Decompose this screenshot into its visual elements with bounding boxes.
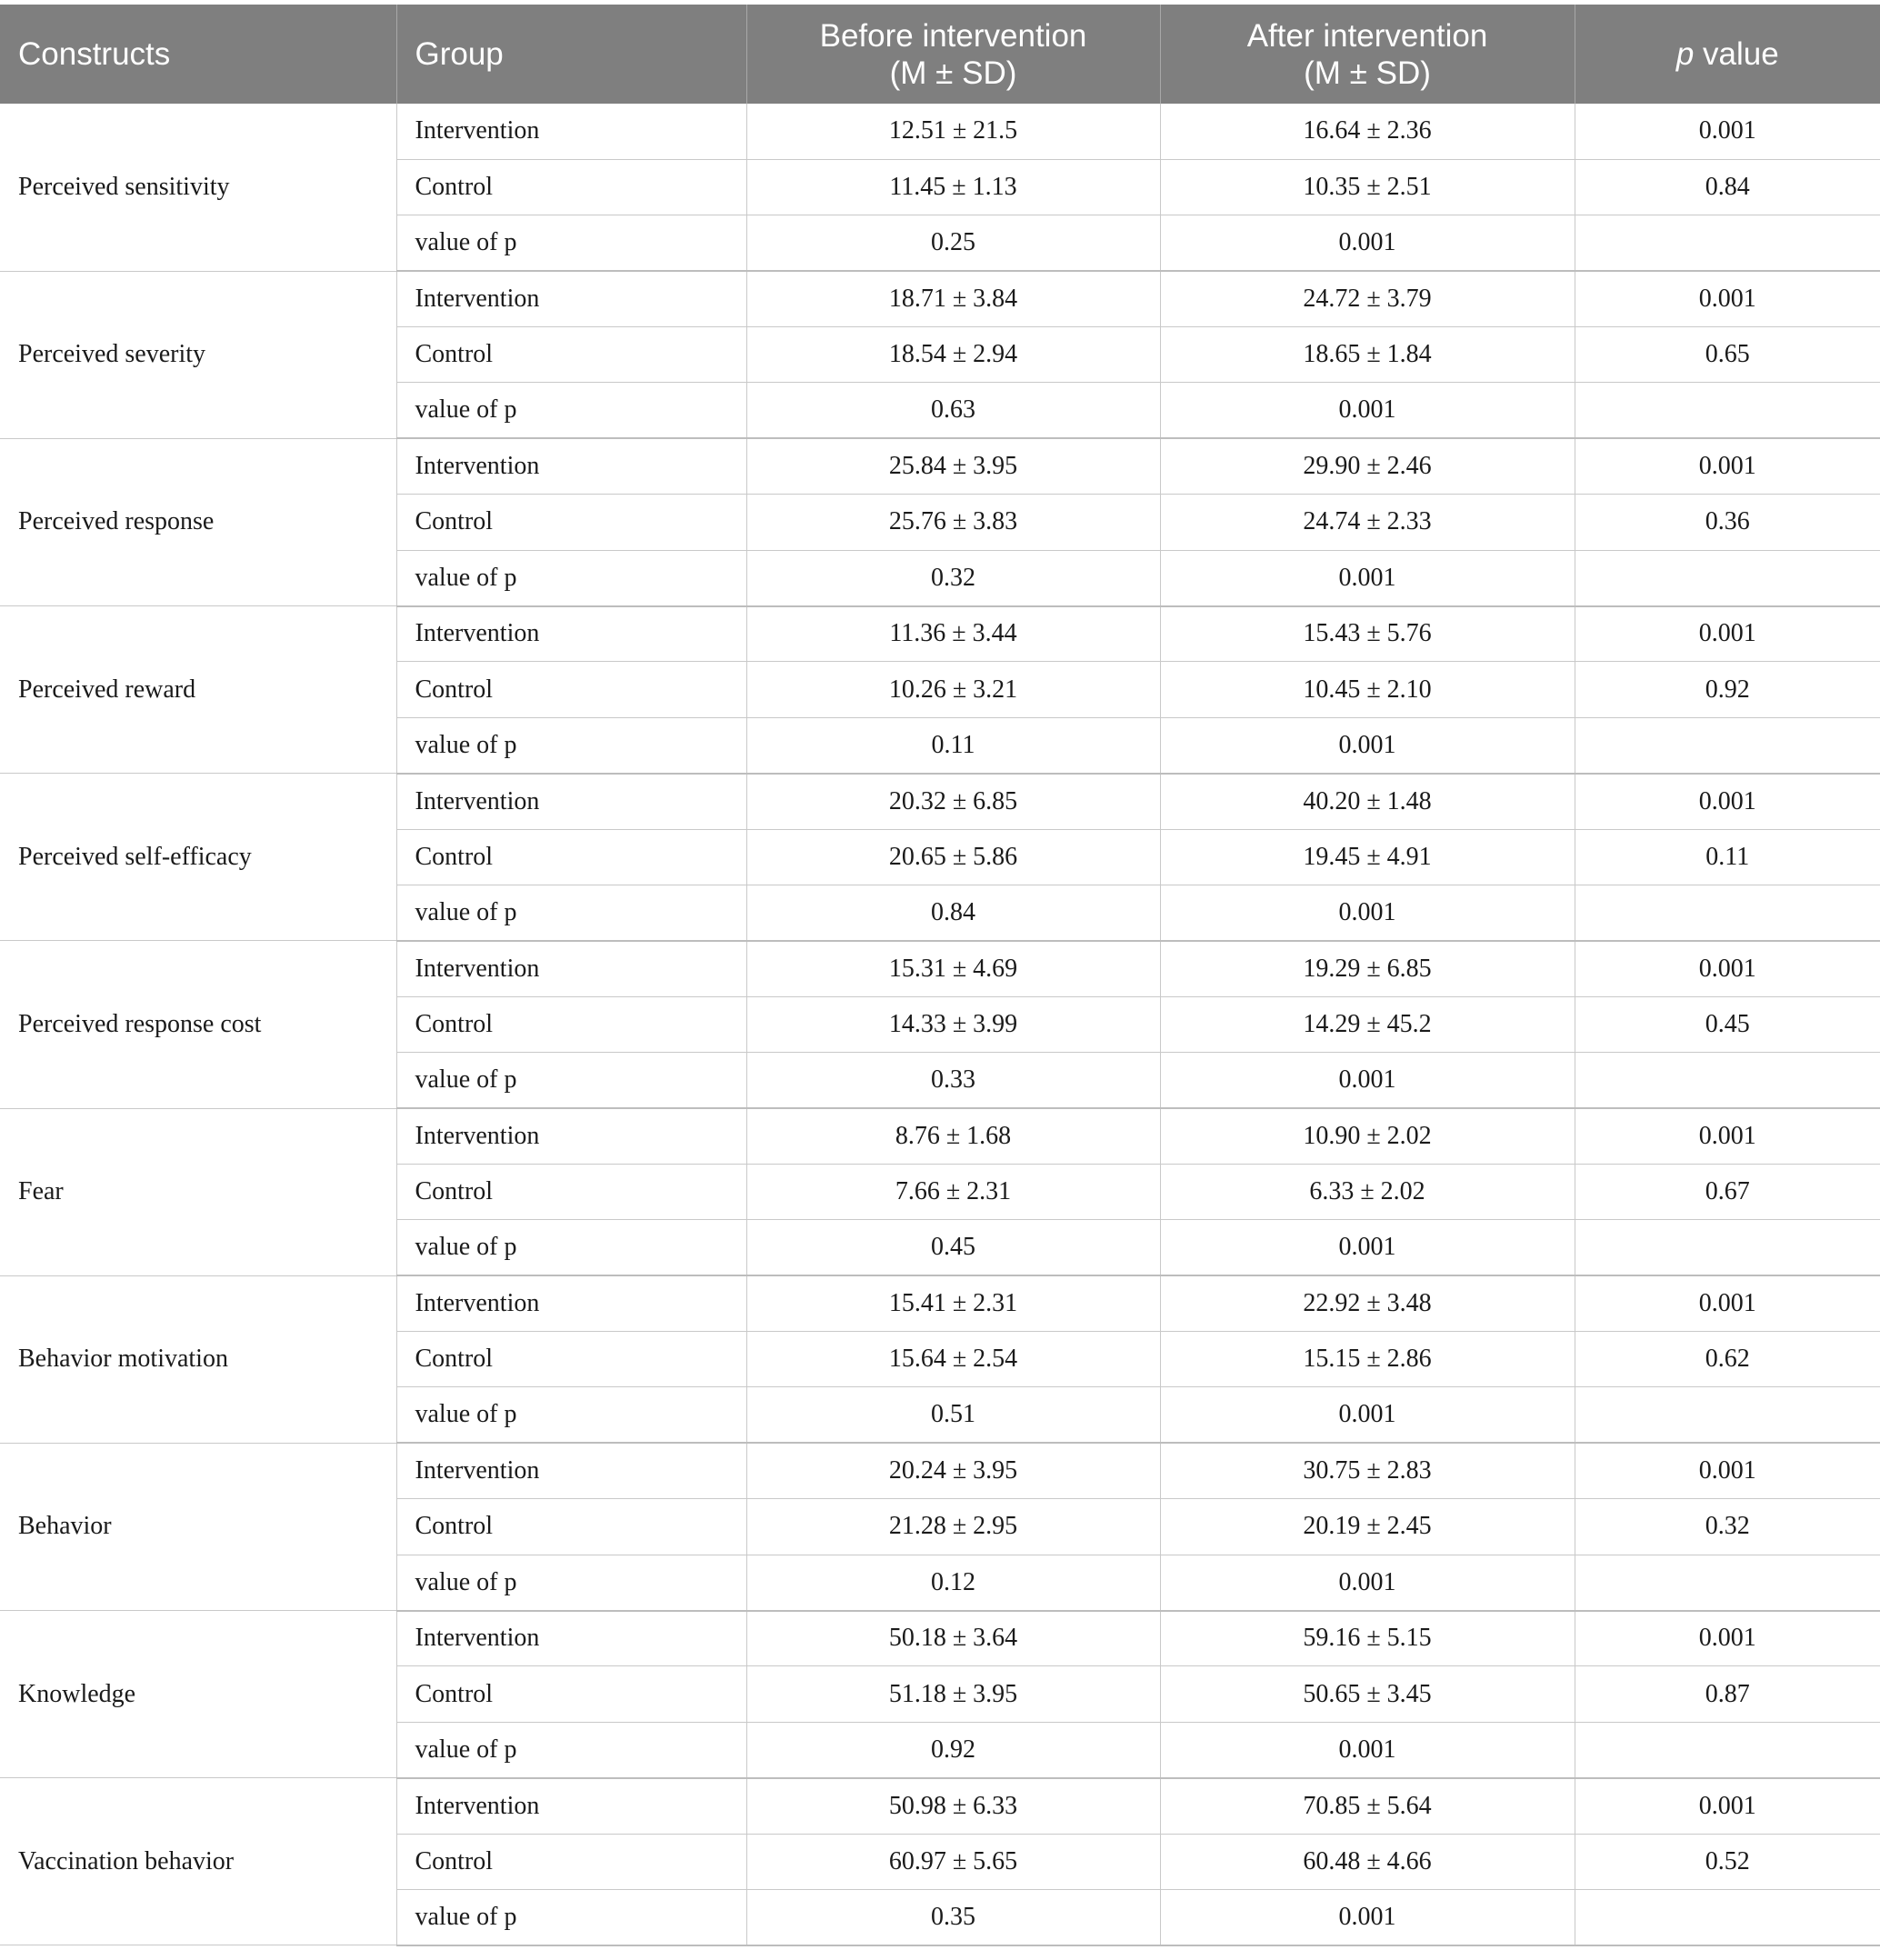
after-cell: 0.001 [1160, 1220, 1575, 1275]
before-cell: 15.64 ± 2.54 [746, 1332, 1160, 1387]
before-cell: 0.35 [746, 1890, 1160, 1945]
group-cell: Control [396, 1499, 746, 1555]
after-cell: 0.001 [1160, 215, 1575, 271]
after-cell: 29.90 ± 2.46 [1160, 438, 1575, 494]
table-row [0, 1611, 1880, 1666]
after-cell: 0.001 [1160, 1053, 1575, 1108]
group-cell: Control [396, 829, 746, 885]
group-cell: Control [396, 327, 746, 383]
before-cell: 11.36 ± 3.44 [746, 606, 1160, 662]
group-cell: value of p [396, 717, 746, 773]
p-value-cell: 0.001 [1575, 1275, 1880, 1331]
after-cell: 0.001 [1160, 383, 1575, 438]
p-value-cell [1575, 1220, 1880, 1275]
after-cell: 60.48 ± 4.66 [1160, 1834, 1575, 1889]
group-cell: value of p [396, 215, 746, 271]
before-cell: 25.76 ± 3.83 [746, 495, 1160, 550]
group-cell: value of p [396, 885, 746, 940]
before-cell: 0.32 [746, 550, 1160, 605]
group-cell: Control [396, 495, 746, 550]
after-cell: 19.45 ± 4.91 [1160, 829, 1575, 885]
before-cell: 20.32 ± 6.85 [746, 774, 1160, 829]
after-cell: 59.16 ± 5.15 [1160, 1611, 1575, 1666]
after-cell: 20.19 ± 2.45 [1160, 1499, 1575, 1555]
group-cell: Control [396, 1332, 746, 1387]
p-value-cell: 0.62 [1575, 1332, 1880, 1387]
table-row [0, 1275, 1880, 1331]
before-cell: 15.31 ± 4.69 [746, 941, 1160, 996]
p-value-cell [1575, 1722, 1880, 1777]
group-cell: Control [396, 996, 746, 1052]
after-cell: 0.001 [1160, 1387, 1575, 1443]
construct-cell: Perceived self-efficacy [0, 774, 396, 941]
p-value-cell [1575, 215, 1880, 271]
group-cell: Intervention [396, 438, 746, 494]
construct-cell: Perceived reward [0, 606, 396, 774]
before-cell: 8.76 ± 1.68 [746, 1108, 1160, 1164]
construct-cell: Perceived sensitivity [0, 104, 396, 271]
group-cell: Intervention [396, 1611, 746, 1666]
table-row [0, 104, 1880, 159]
table-row [0, 1443, 1880, 1498]
after-cell: 0.001 [1160, 1722, 1575, 1777]
construct-cell: Perceived severity [0, 271, 396, 438]
before-cell: 0.33 [746, 1053, 1160, 1108]
header-after-line1: After intervention [1246, 17, 1488, 54]
p-value-cell: 0.67 [1575, 1164, 1880, 1219]
table-body [0, 104, 1880, 1945]
before-cell: 51.18 ± 3.95 [746, 1666, 1160, 1722]
results-table [0, 5, 1880, 1946]
table-row [0, 1778, 1880, 1834]
p-value-cell: 0.87 [1575, 1666, 1880, 1722]
p-value-cell: 0.001 [1575, 438, 1880, 494]
header-group: Group [396, 5, 746, 104]
header-before-line2: (M ± SD) [889, 55, 1017, 91]
before-cell: 18.54 ± 2.94 [746, 327, 1160, 383]
after-cell: 18.65 ± 1.84 [1160, 327, 1575, 383]
p-value-cell: 0.52 [1575, 1834, 1880, 1889]
group-cell: value of p [396, 1053, 746, 1108]
construct-cell: Behavior [0, 1443, 396, 1610]
table-header [0, 5, 1880, 104]
p-value-cell [1575, 1053, 1880, 1108]
p-value-cell [1575, 1555, 1880, 1610]
after-cell: 30.75 ± 2.83 [1160, 1443, 1575, 1498]
group-cell: Control [396, 1834, 746, 1889]
before-cell: 14.33 ± 3.99 [746, 996, 1160, 1052]
group-cell: value of p [396, 1890, 746, 1945]
table-row [0, 1108, 1880, 1164]
p-value-cell: 0.001 [1575, 1108, 1880, 1164]
p-value-cell: 0.001 [1575, 271, 1880, 326]
before-cell: 0.45 [746, 1220, 1160, 1275]
p-value-cell [1575, 1890, 1880, 1945]
group-cell: value of p [396, 383, 746, 438]
p-value-cell [1575, 550, 1880, 605]
group-cell: Intervention [396, 1275, 746, 1331]
before-cell: 7.66 ± 2.31 [746, 1164, 1160, 1219]
after-cell: 19.29 ± 6.85 [1160, 941, 1575, 996]
group-cell: Control [396, 1666, 746, 1722]
p-value-cell: 0.45 [1575, 996, 1880, 1052]
before-cell: 10.26 ± 3.21 [746, 662, 1160, 717]
before-cell: 25.84 ± 3.95 [746, 438, 1160, 494]
construct-cell: Vaccination behavior [0, 1778, 396, 1945]
p-value-cell [1575, 717, 1880, 773]
after-cell: 0.001 [1160, 885, 1575, 940]
after-cell: 15.15 ± 2.86 [1160, 1332, 1575, 1387]
before-cell: 20.24 ± 3.95 [746, 1443, 1160, 1498]
table-row [0, 774, 1880, 829]
header-after-line2: (M ± SD) [1304, 55, 1431, 91]
group-cell: Intervention [396, 774, 746, 829]
before-cell: 60.97 ± 5.65 [746, 1834, 1160, 1889]
after-cell: 16.64 ± 2.36 [1160, 104, 1575, 159]
after-cell: 6.33 ± 2.02 [1160, 1164, 1575, 1219]
header-p-rest: value [1694, 36, 1779, 72]
after-cell: 50.65 ± 3.45 [1160, 1666, 1575, 1722]
before-cell: 20.65 ± 5.86 [746, 829, 1160, 885]
after-cell: 15.43 ± 5.76 [1160, 606, 1575, 662]
group-cell: Control [396, 662, 746, 717]
table-row [0, 941, 1880, 996]
after-cell: 24.74 ± 2.33 [1160, 495, 1575, 550]
construct-cell: Behavior motivation [0, 1275, 396, 1443]
before-cell: 50.18 ± 3.64 [746, 1611, 1160, 1666]
p-value-cell: 0.001 [1575, 941, 1880, 996]
header-row [0, 5, 1880, 104]
before-cell: 50.98 ± 6.33 [746, 1778, 1160, 1834]
group-cell: Intervention [396, 1443, 746, 1498]
group-cell: value of p [396, 1555, 746, 1610]
p-value-cell [1575, 383, 1880, 438]
p-value-cell [1575, 885, 1880, 940]
before-cell: 11.45 ± 1.13 [746, 159, 1160, 215]
after-cell: 40.20 ± 1.48 [1160, 774, 1575, 829]
p-value-cell: 0.001 [1575, 774, 1880, 829]
p-value-cell: 0.92 [1575, 662, 1880, 717]
p-value-cell: 0.001 [1575, 1443, 1880, 1498]
before-cell: 18.71 ± 3.84 [746, 271, 1160, 326]
p-value-cell: 0.65 [1575, 327, 1880, 383]
before-cell: 0.51 [746, 1387, 1160, 1443]
after-cell: 70.85 ± 5.64 [1160, 1778, 1575, 1834]
after-cell: 0.001 [1160, 550, 1575, 605]
group-cell: value of p [396, 1722, 746, 1777]
after-cell: 10.45 ± 2.10 [1160, 662, 1575, 717]
group-cell: Intervention [396, 271, 746, 326]
before-cell: 0.12 [746, 1555, 1160, 1610]
group-cell: Intervention [396, 104, 746, 159]
p-value-cell: 0.32 [1575, 1499, 1880, 1555]
before-cell: 0.84 [746, 885, 1160, 940]
after-cell: 24.72 ± 3.79 [1160, 271, 1575, 326]
header-after-intervention [1160, 5, 1575, 104]
table-row [0, 438, 1880, 494]
before-cell: 0.63 [746, 383, 1160, 438]
header-p-value [1575, 5, 1880, 104]
construct-cell: Perceived response [0, 438, 396, 605]
after-cell: 22.92 ± 3.48 [1160, 1275, 1575, 1331]
before-cell: 0.92 [746, 1722, 1160, 1777]
before-cell: 15.41 ± 2.31 [746, 1275, 1160, 1331]
before-cell: 21.28 ± 2.95 [746, 1499, 1160, 1555]
group-cell: value of p [396, 1387, 746, 1443]
p-value-cell: 0.11 [1575, 829, 1880, 885]
table-row [0, 271, 1880, 326]
group-cell: value of p [396, 550, 746, 605]
group-cell: Control [396, 159, 746, 215]
header-before-intervention [746, 5, 1160, 104]
after-cell: 0.001 [1160, 717, 1575, 773]
p-value-cell: 0.001 [1575, 1778, 1880, 1834]
p-value-cell: 0.001 [1575, 606, 1880, 662]
p-value-cell: 0.001 [1575, 104, 1880, 159]
construct-cell: Fear [0, 1108, 396, 1275]
p-value-cell: 0.84 [1575, 159, 1880, 215]
group-cell: Intervention [396, 606, 746, 662]
header-before-line1: Before intervention [819, 17, 1087, 54]
group-cell: Intervention [396, 1778, 746, 1834]
group-cell: value of p [396, 1220, 746, 1275]
after-cell: 0.001 [1160, 1555, 1575, 1610]
group-cell: Intervention [396, 941, 746, 996]
header-p-italic: p [1675, 36, 1695, 72]
after-cell: 0.001 [1160, 1890, 1575, 1945]
p-value-cell: 0.36 [1575, 495, 1880, 550]
p-value-cell: 0.001 [1575, 1611, 1880, 1666]
before-cell: 0.11 [746, 717, 1160, 773]
group-cell: Control [396, 1164, 746, 1219]
table-row [0, 606, 1880, 662]
after-cell: 10.35 ± 2.51 [1160, 159, 1575, 215]
group-cell: Intervention [396, 1108, 746, 1164]
header-constructs: Constructs [0, 5, 396, 104]
after-cell: 14.29 ± 45.2 [1160, 996, 1575, 1052]
before-cell: 0.25 [746, 215, 1160, 271]
p-value-cell [1575, 1387, 1880, 1443]
construct-cell: Knowledge [0, 1611, 396, 1778]
before-cell: 12.51 ± 21.5 [746, 104, 1160, 159]
after-cell: 10.90 ± 2.02 [1160, 1108, 1575, 1164]
construct-cell: Perceived response cost [0, 941, 396, 1108]
